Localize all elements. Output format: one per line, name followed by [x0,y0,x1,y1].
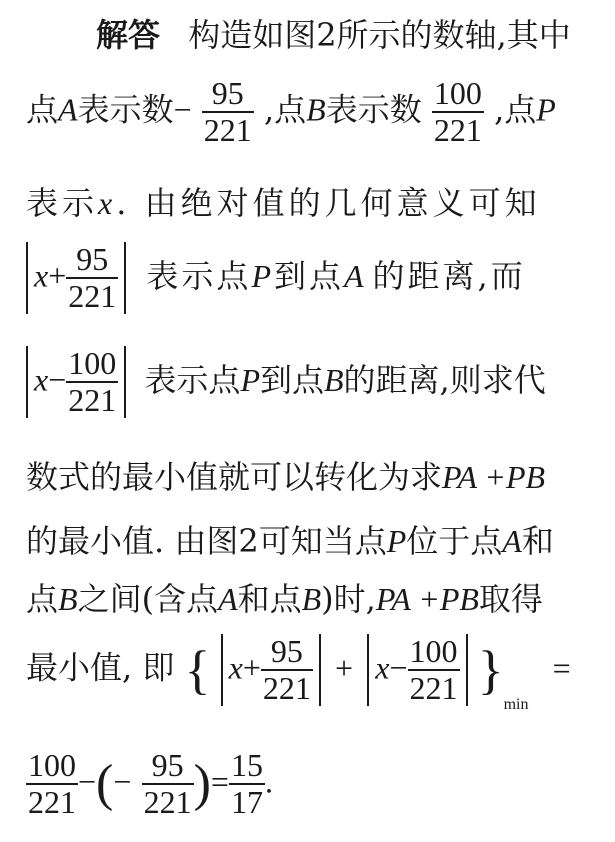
text: 的距离,则求代 [343,360,546,399]
numerator: 95 [261,634,313,671]
text: 表示点 [144,360,241,399]
text: 数式的最小值就可以转化为求 [26,458,443,496]
expr-PA-plus-PB: PA +PB [375,581,479,617]
text: )时, [321,580,376,618]
text: 到点 [259,360,324,399]
text: 之间(含点 [77,580,219,618]
text: 位于点 [406,522,503,560]
fraction-100-221 [432,76,484,148]
minus-sign: − [113,763,132,800]
text: ,点 [263,90,307,129]
numerator: 15 [229,748,265,785]
var-A: A [502,523,522,559]
text: 的距离,而 [372,256,526,295]
denominator: 221 [203,112,252,149]
text: 和点 [237,580,302,618]
denominator: 221 [262,670,311,707]
denominator: 221 [409,670,458,707]
abs-x-plus-fraction [26,242,126,314]
right-paren: ) [193,755,211,813]
numerator: 100 [66,346,118,383]
var-P: P [536,91,556,128]
line-1-text: 构造如图2所示的数轴,其中 [188,16,571,54]
var-x: x [228,649,243,686]
numerator: 95 [66,242,118,279]
fraction-95-221 [261,634,313,706]
numerator: 100 [432,76,484,113]
var-P: P [240,361,260,398]
denominator: 221 [433,112,482,149]
text: 点 [26,90,59,129]
var-P: P [251,257,274,294]
line-2 [26,76,556,148]
plus-sign: + [242,649,261,686]
answer-heading: 解答 [96,16,161,54]
denominator: 221 [68,278,117,315]
line-10 [26,748,273,820]
line-6 [26,452,545,498]
numerator: 100 [408,634,460,671]
minus-sign: − [389,649,408,686]
fraction-95-221 [66,242,118,314]
text: 点 [26,580,59,618]
line-9 [26,633,571,713]
text: . 由绝对值的几何意义可知 [116,184,541,222]
text: 表示数 [77,90,174,129]
text: 表示数 [325,90,422,129]
equals-sign: = [210,763,229,800]
equals-sign: = [552,649,571,686]
minus-sign: − [173,91,192,128]
var-B: B [324,361,344,398]
line-1 [96,10,571,56]
var-A: A [218,581,238,617]
denominator: 17 [230,784,263,821]
text: ,点 [494,90,537,129]
var-x: x [34,361,49,398]
right-brace: } [477,640,504,701]
line-4 [26,242,526,314]
text: 取得 [478,580,543,618]
var-A: A [344,257,367,294]
minus-sign: − [48,361,67,398]
numerator: 100 [26,748,78,785]
abs-x-minus-fraction [26,346,126,418]
text: 表示点 [146,256,252,295]
var-A: A [58,91,78,128]
line-7 [26,516,554,562]
subscript-min: min [503,695,529,713]
var-x: x [98,185,117,221]
fraction-100-221 [66,346,118,418]
text: 和 [521,522,554,560]
expr-PA-plus-PB: PA +PB [442,459,546,495]
text: 表示 [26,184,99,222]
plus-sign: + [335,649,354,686]
fraction-100-221 [26,748,78,820]
var-B: B [306,91,326,128]
text: 最小值, 即 [26,648,175,687]
var-x: x [34,257,49,294]
denominator: 221 [28,784,76,821]
abs-x-minus-fraction [367,634,467,706]
left-paren: ( [96,755,114,813]
var-B: B [58,581,78,617]
fraction-100-221 [408,634,460,706]
line-8 [26,574,543,620]
numerator: 95 [202,76,254,113]
line-5 [26,346,546,418]
var-B: B [301,581,322,617]
fraction-95-221 [142,748,194,820]
fraction-95-221 [202,76,254,148]
text: 到点 [273,256,344,295]
numerator: 95 [142,748,194,785]
minus-sign: − [78,763,97,800]
denominator: 221 [68,382,117,419]
left-brace: { [184,640,211,701]
var-P: P [386,523,407,559]
text: 的最小值. 由图2可知当点 [26,522,387,560]
denominator: 221 [143,784,192,821]
period: . [264,763,273,800]
line-3 [26,178,541,224]
abs-x-plus-fraction [221,634,321,706]
var-x: x [375,649,390,686]
fraction-15-17 [229,748,265,820]
plus-sign: + [48,257,67,294]
